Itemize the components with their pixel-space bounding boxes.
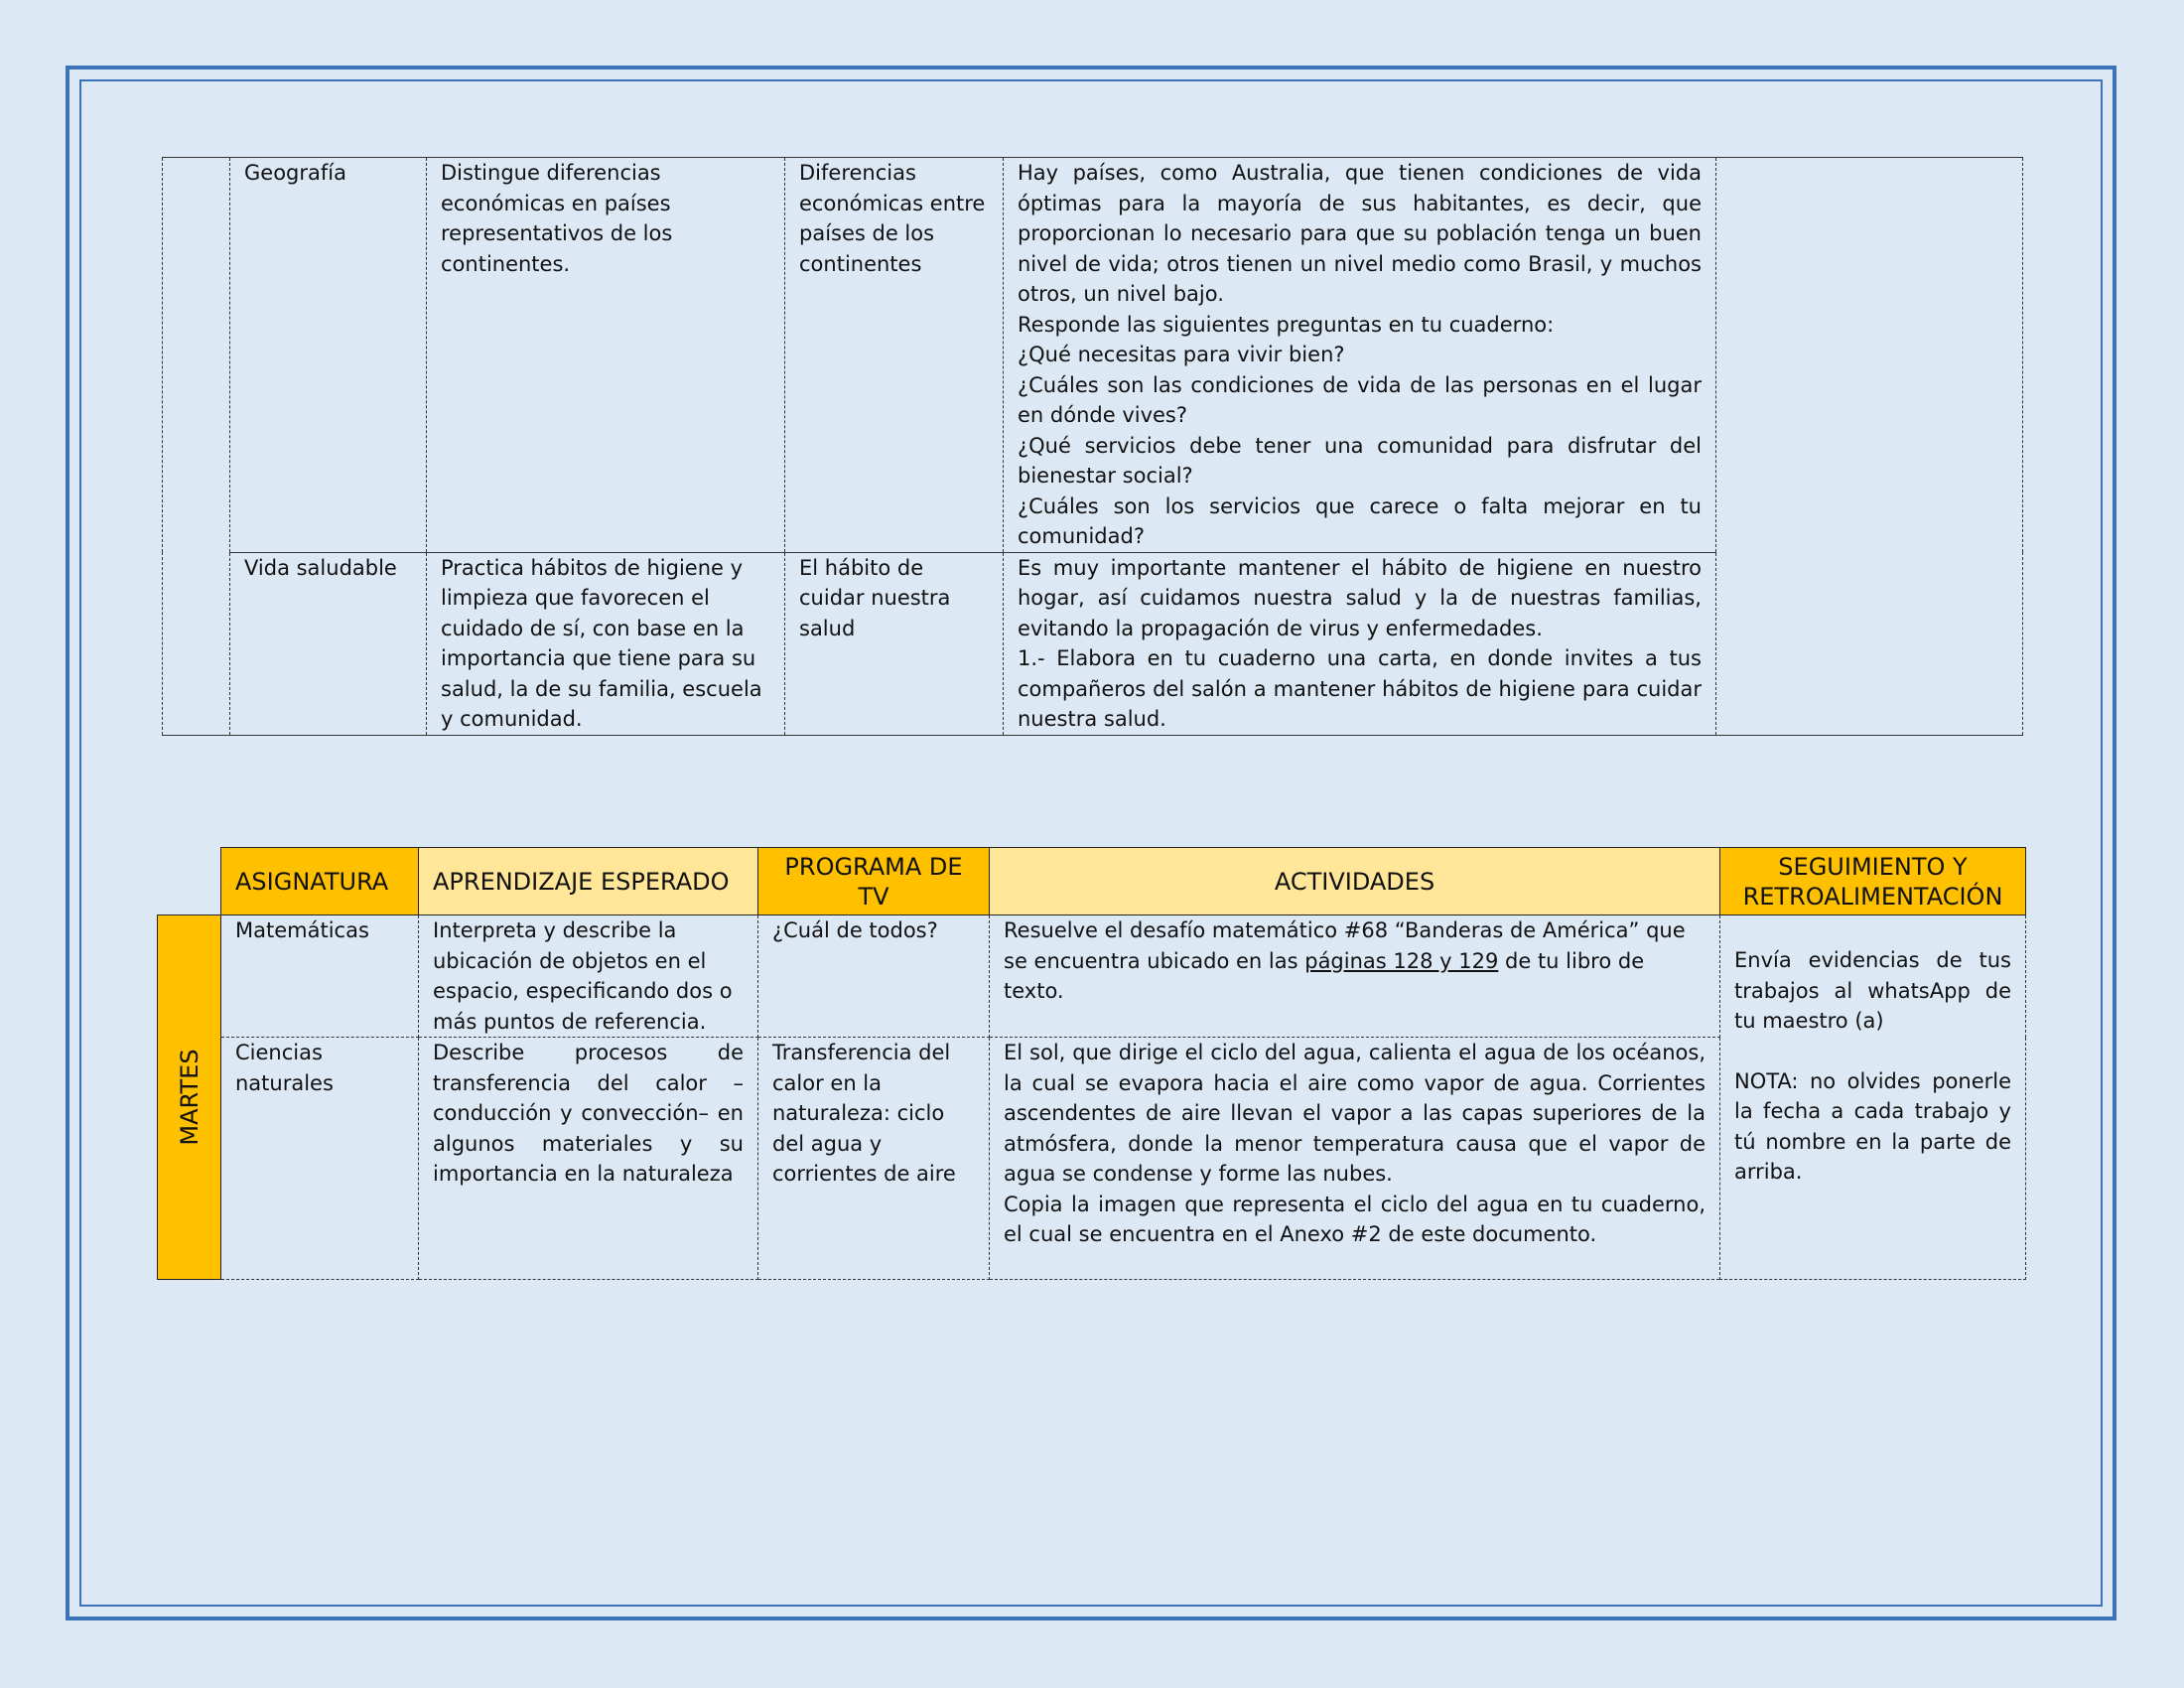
header-actividades xyxy=(990,848,1720,915)
table-continuation xyxy=(162,157,2023,736)
actividad-text: de tu libro de texto. xyxy=(1004,948,1645,1003)
asignatura-text: Ciencias naturales xyxy=(235,1041,334,1095)
header-corner xyxy=(158,848,221,915)
header-text: ACTIVIDADES xyxy=(1274,867,1435,896)
table-row xyxy=(163,158,2023,553)
seguimiento-text: Envía evidencias de tus trabajos al whatsApp de tu maestro (a) xyxy=(1734,948,2011,1033)
table-header-row xyxy=(158,848,2026,915)
header-text: ASIGNATURA xyxy=(235,867,389,896)
header-programa xyxy=(758,848,990,915)
aprendizaje-text: Describe procesos de transferencia del calor – conducción y convección– en algunos materiales y su importancia en la naturaleza xyxy=(433,1041,744,1186)
nota-text: NOTA: no olvides ponerle la fecha a cada trabajo y tú nombre en la parte de arriba. xyxy=(1734,1068,2011,1184)
cell-actividades xyxy=(990,915,1720,1038)
aprendizaje-text: Interpreta y describe la ubicación de objetos en el espacio, especificando dos o más puntos de referencia. xyxy=(433,918,733,1034)
cell-actividades xyxy=(990,1038,1720,1280)
table-row xyxy=(158,915,2026,1038)
aprendizaje-text: Distingue diferencias económicas en países representativos de los continentes. xyxy=(441,161,673,276)
programa-text: Transferencia del calor en la naturaleza: ciclo del agua y corrientes de aire xyxy=(772,1041,956,1186)
actividad-paragraph: Es muy importante mantener el hábito de higiene en nuestro hogar, así cuidamos nuestra salud y la de nuestras familias, evitando la propagación de virus y enfermedades. xyxy=(1018,555,1702,640)
cell-aprendizaje xyxy=(427,552,785,735)
cell-actividades xyxy=(1004,552,1716,735)
header-asignatura xyxy=(221,848,419,915)
programa-text: Diferencias económicas entre países de los continentes xyxy=(799,161,986,276)
cell-seguimiento-empty xyxy=(1716,158,2023,736)
cell-seguimiento xyxy=(1720,915,2026,1280)
cell-aprendizaje xyxy=(419,1038,758,1280)
actividad-question: ¿Qué servicios debe tener una comunidad para disfrutar del bienestar social? xyxy=(1018,433,1702,488)
actividad-paragraph: El sol, que dirige el ciclo del agua, calienta el agua de los océanos, la cual se evapora hacia el aire como vapor de agua. Corrientes ascendentes de aire llevan el vapor a las capas superiores de la atmósfera, donde la menor temperatura causa que el vapor de agua se condense y forme las nubes. xyxy=(1004,1041,1706,1186)
cell-asignatura xyxy=(230,552,427,735)
actividad-question: ¿Cuáles son las condiciones de vida de las personas en el lugar en dónde vives? xyxy=(1018,372,1702,427)
header-seguimiento xyxy=(1720,848,2026,915)
day-label: MARTES xyxy=(175,1049,204,1146)
asignatura-text: Geografía xyxy=(244,161,346,185)
header-text: SEGUIMIENTO Y RETROALIMENTACIÓN xyxy=(1742,852,2003,911)
cell-asignatura xyxy=(221,1038,419,1280)
actividad-text: Resuelve el desafío matemático #68 “Banderas de América” que se encuentra ubicado en las xyxy=(1004,918,1686,973)
asignatura-text: Vida saludable xyxy=(244,555,397,580)
cell-programa xyxy=(785,552,1004,735)
cell-programa xyxy=(785,158,1004,553)
header-aprendizaje xyxy=(419,848,758,915)
day-cell xyxy=(158,915,221,1280)
actividad-paragraph: Hay países, como Australia, que tienen condiciones de vida óptimas para la mayoría de sus habitantes, es decir, que proporcionan lo necesario para que su población tenga un buen nivel de vida; otros tienen un nivel medio como Brasil, y muchos otros, un nivel bajo. xyxy=(1018,161,1702,306)
cell-asignatura xyxy=(230,158,427,553)
actividad-question: ¿Qué necesitas para vivir bien? xyxy=(1018,343,1345,366)
cell-actividades xyxy=(1004,158,1716,553)
header-text: APRENDIZAJE ESPERADO xyxy=(433,867,730,896)
aprendizaje-text: Practica hábitos de higiene y limpieza que favorecen el cuidado de sí, con base en la importancia que tiene para su salud, la de su familia, escuela y comunidad. xyxy=(441,555,762,731)
programa-text: ¿Cuál de todos? xyxy=(772,918,938,942)
pages-reference: páginas 128 y 129 xyxy=(1304,948,1499,973)
cell-asignatura xyxy=(221,915,419,1038)
programa-text: El hábito de cuidar nuestra salud xyxy=(799,555,951,640)
actividad-question: ¿Cuáles son los servicios que carece o falta mejorar en tu comunidad? xyxy=(1018,493,1702,548)
cell-programa xyxy=(758,915,990,1038)
actividad-paragraph: 1.- Elabora en tu cuaderno una carta, en donde invites a tus compañeros del salón a mantener hábitos de higiene para cuidar nuestra salud. xyxy=(1018,646,1702,731)
header-text: PROGRAMA DE TV xyxy=(784,852,963,911)
actividad-paragraph: Responde las siguientes preguntas en tu cuaderno: xyxy=(1018,312,1555,337)
cell-programa xyxy=(758,1038,990,1280)
cell-aprendizaje xyxy=(419,915,758,1038)
actividad-paragraph: Copia la imagen que representa el ciclo del agua en tu cuaderno, el cual se encuentra en el Anexo #2 de este documento. xyxy=(1004,1192,1706,1246)
asignatura-text: Matemáticas xyxy=(235,918,369,942)
cell-aprendizaje xyxy=(427,158,785,553)
day-cell-empty xyxy=(163,158,230,736)
table-martes xyxy=(157,847,2026,1280)
